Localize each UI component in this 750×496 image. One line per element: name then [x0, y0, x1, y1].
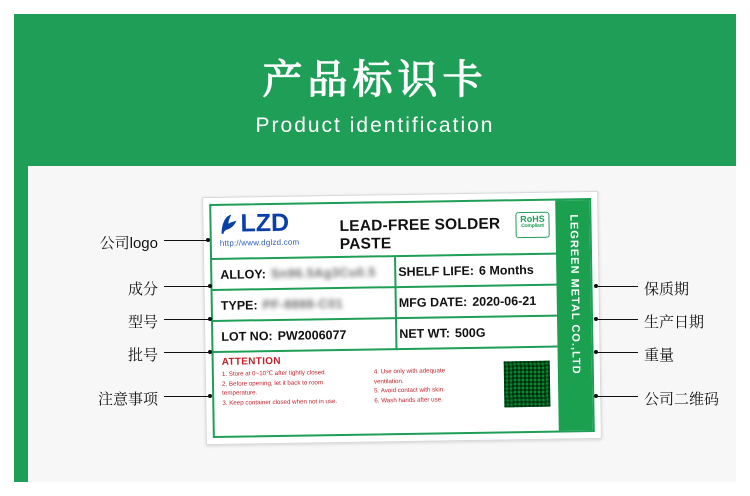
- product-label: [202, 191, 602, 445]
- field-alloy-value: Sn96.5Ag3Cu0.5: [270, 264, 376, 281]
- field-lot-no: [221, 320, 347, 351]
- field-net-wt: [399, 318, 486, 348]
- attention-item: 3. Keep container closed when not in use.: [222, 397, 338, 407]
- field-net-wt-value: 500G: [454, 325, 486, 340]
- field-type-value: PF-8888-C01: [262, 296, 344, 312]
- field-type-key: TYPE:: [220, 297, 258, 313]
- leader-line: [164, 286, 210, 287]
- field-mfg-date: [399, 286, 537, 317]
- qr-code-icon: [504, 361, 551, 408]
- field-mfg-date-value: 2020-06-21: [472, 293, 537, 309]
- leader-line: [598, 319, 638, 320]
- attention-item: 5. Avoid contact with skin.: [374, 386, 445, 395]
- attention-list-right: [374, 365, 517, 406]
- product-name: LEAD-FREE SOLDER PASTE: [339, 215, 501, 253]
- field-shelf-life-value: 6 Months: [478, 262, 534, 278]
- leader-dot: [208, 284, 212, 288]
- attention-item: 1. Store at 0~10℃ after tightly closed.: [221, 369, 327, 378]
- leader-dot: [208, 394, 212, 398]
- company-logo: [219, 210, 338, 248]
- content-card: [28, 166, 750, 482]
- field-lot-no-key: LOT NO:: [221, 328, 273, 344]
- label-border: [209, 198, 595, 438]
- callout-net-wt: 重量: [644, 347, 675, 364]
- company-strip-text: LEGREEN METAL CO.,LTD: [567, 214, 582, 375]
- attention-item: temperature.: [222, 389, 258, 398]
- callout-shelf-life: 保质期: [644, 281, 690, 298]
- callout-type: 型号: [127, 314, 158, 331]
- rohs-badge: [515, 212, 549, 239]
- company-strip: [555, 200, 593, 431]
- leader-line: [598, 286, 638, 287]
- field-mfg-date-key: MFG DATE:: [398, 294, 468, 310]
- leader-dot: [208, 317, 212, 321]
- page-subtitle: Product identification: [255, 114, 495, 137]
- attention-title: ATTENTION: [221, 355, 281, 368]
- leader-line: [598, 352, 638, 353]
- callout-lot-no: 批号: [127, 347, 158, 364]
- field-lot-no-value: PW2006077: [277, 327, 347, 343]
- leader-line: [598, 396, 638, 397]
- field-shelf-life-key: SHELF LIFE:: [398, 263, 475, 279]
- leader-dot: [206, 238, 210, 242]
- leader-line: [164, 319, 210, 320]
- field-alloy-key: ALLOY:: [220, 266, 266, 282]
- field-net-wt-key: NET WT:: [399, 325, 451, 341]
- lzd-bird-icon: [219, 213, 237, 235]
- leader-dot: [208, 350, 212, 354]
- callout-company-logo: 公司logo: [99, 235, 158, 252]
- rohs-line1: RoHS: [520, 213, 545, 225]
- logo-text: LZD: [240, 208, 290, 238]
- callout-qr-code: 公司二维码: [644, 391, 720, 408]
- logo-url: http://www.dglzd.com: [219, 237, 300, 248]
- green-background: [14, 14, 736, 482]
- leader-line: [164, 352, 210, 353]
- label-header: [211, 201, 556, 260]
- callout-alloy: 成分: [127, 281, 158, 298]
- attention-item: ventilation.: [373, 377, 404, 386]
- callout-mfg-date: 生产日期: [644, 314, 705, 331]
- field-alloy: [220, 257, 376, 288]
- rohs-line2: Compliant: [521, 223, 544, 230]
- field-shelf-life: [398, 255, 534, 286]
- poster-header: [14, 58, 736, 138]
- attention-item: 4. Use only with adequate: [373, 367, 446, 376]
- page-title: 产品标识卡: [262, 58, 488, 102]
- attention-list-left: [222, 368, 365, 409]
- field-type: [221, 289, 344, 320]
- callout-attention: 注意事项: [97, 391, 158, 408]
- attention-item: 6. Wash hands after use.: [374, 396, 443, 405]
- attention-item: 2. Before opening, let it back to room: [221, 378, 324, 388]
- leader-line: [164, 240, 208, 241]
- leader-line: [164, 396, 210, 397]
